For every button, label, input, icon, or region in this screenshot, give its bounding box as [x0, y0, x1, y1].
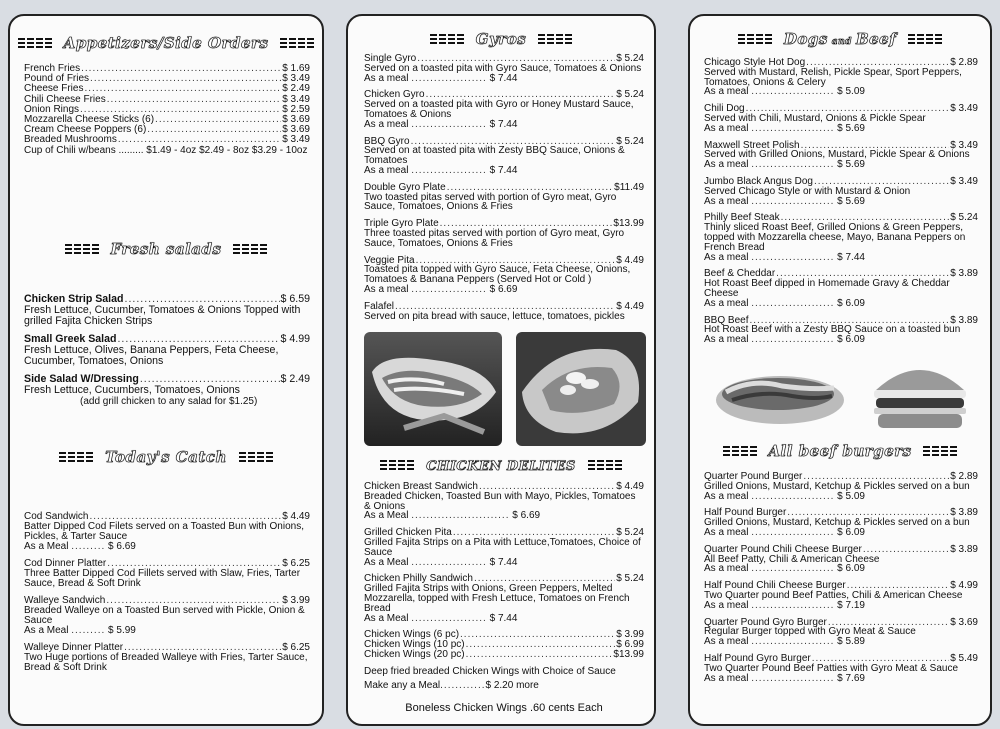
dogs-title-and: and	[831, 37, 852, 47]
list-item: Walleye Sandwich ..... $ 3.99 Breaded Walleye on a Toasted Bun served with Pickle, Onion & Sauce As a Meal ......... $ 5.99	[24, 596, 310, 636]
list-item: French Fries ..... $ 1.69	[24, 64, 310, 74]
list-item: Maxwell Street Polish ..... $ 3.49 Served with Grilled Onions, Mustard, Pickle Spear & Onions As a meal ...................... $ 5.69	[704, 141, 978, 170]
list-item: Chicken Strip Salad ..... $ 6.59 Fresh Lettuce, Cucumber, Tomatoes & Onions Topped with grilled Fajita Chicken Strips	[24, 294, 310, 327]
list-item: Falafel ..... $ 4.49 Served on pita bread with sauce, lettuce, tomatoes, pickles	[364, 302, 644, 322]
list-item: Chili Cheese Fries ..... $ 3.49	[24, 95, 310, 105]
header-bars-icon	[59, 452, 93, 464]
gyro-photo	[364, 332, 502, 446]
burgers-header	[690, 442, 990, 460]
list-item: Single Gyro ..... $ 5.24 Served on a toasted pita with Gyro Sauce, Tomatoes & Onions As a meal .................... $ 7.44	[364, 54, 644, 83]
header-bars-icon	[588, 460, 622, 472]
salads-header	[10, 240, 322, 258]
header-bars-icon	[923, 446, 957, 458]
list-item: BBQ Gyro ..... $ 5.24 Served on at toasted pita with Zesty BBQ Sauce, Onions & Tomatoes As a meal .................... $ 7.44	[364, 137, 644, 176]
list-item: Quarter Pound Gyro Burger ..... $ 3.69 Regular Burger topped with Gyro Meat & Sauce As a meal ...................... $ 5.89	[704, 618, 978, 647]
catch-list	[24, 512, 310, 680]
appetizers-title: Appetizers/Side Orders	[63, 34, 269, 52]
catch-title: Today's Catch	[105, 448, 227, 466]
hotdog-photo	[712, 360, 848, 432]
dogs-list	[704, 58, 978, 352]
appetizers-header	[10, 34, 322, 52]
wings-desc: Deep fried breaded Chicken Wings with Choice of Sauce	[364, 665, 616, 677]
dogs-title-a: Dogs	[783, 30, 828, 48]
list-item: Pound of Fries ..... $ 3.49	[24, 74, 310, 84]
list-item: Chicken Wings (20 pc) ..... $13.99	[364, 650, 644, 660]
make-meal: Make any a Meal............$ 2.20 more	[364, 679, 539, 691]
burgers-list	[704, 472, 978, 690]
list-item: Quarter Pound Burger ..... $ 2.89 Grilled Onions, Mustard, Ketchup & Pickles served on a bun As a meal ...................... $ 5.09	[704, 472, 978, 501]
list-item: Chicken Philly Sandwich ..... $ 5.24 Grilled Fajita Strips with Onions, Green Peppers, Melted Mozzarella, topped with Fresh Lettuce, Tomatoes on French Bread As a Meal .................... $ 7.44	[364, 574, 644, 623]
list-item: Walleye Dinner Platter ..... $ 6.25 Two Huge portions of Breaded Walleye with Fries, Tarter Sauce, Bread & Soft Drink	[24, 643, 310, 673]
chili-item: Cup of Chili w/beans ......... $1.49 - 4oz $2.49 - 8oz $3.29 - 10oz	[24, 144, 308, 156]
gyros-title: Gyros	[475, 30, 527, 48]
header-bars-icon	[380, 460, 414, 472]
salad-note: (add grill chicken to any salad for $1.25)	[80, 396, 258, 407]
header-bars-icon	[280, 38, 314, 50]
list-item: BBQ Beef ..... $ 3.89 Hot Roast Beef with a Zesty BBQ Sauce on a toasted bun As a meal ...................... $ 6.09	[704, 316, 978, 345]
list-item: Chicken Wings (10 pc) ..... $ 6.99	[364, 640, 644, 650]
boneless-note: Boneless Chicken Wings .60 cents Each	[405, 702, 603, 715]
list-item: Mozzarella Cheese Sticks (6) ..... $ 3.69	[24, 115, 310, 125]
salads-list	[24, 294, 310, 407]
list-item: Half Pound Gyro Burger ..... $ 5.49 Two Quarter Pound Beef Patties with Gyro Meat & Sauce As a meal ...................... $ 7.69	[704, 654, 978, 683]
header-bars-icon	[430, 34, 464, 46]
appetizers-list	[24, 64, 310, 156]
list-item: Double Gyro Plate ..... $11.49 Two toasted pitas served with portion of Gyro meat, Gyro Sauce, Tomatoes, Onions & Fries	[364, 183, 644, 212]
list-item: Quarter Pound Chili Cheese Burger ..... $ 3.89 All Beef Patty, Chili & American Cheese As a meal ...................... $ 6.09	[704, 545, 978, 574]
list-item: Side Salad W/Dressing ..... $ 2.49 Fresh Lettuce, Cucumbers, Tomatoes, Onions	[24, 374, 310, 396]
header-bars-icon	[738, 34, 772, 46]
list-item: Beef & Cheddar ..... $ 3.89 Hot Roast Beef dipped in Homemade Gravy & Cheddar Cheese As a meal ...................... $ 6.09	[704, 269, 978, 308]
pita-photo	[516, 332, 646, 446]
menu-panel-right	[688, 14, 992, 726]
list-item: Small Greek Salad ..... $ 4.99 Fresh Lettuce, Olives, Banana Peppers, Feta Cheese, Cucumber, Tomatoes, Onions	[24, 334, 310, 367]
list-item: Cod Dinner Platter ..... $ 6.25 Three Batter Dipped Cod Fillets served with Slaw, Fries, Tarter Sauce, Bread & Soft Drink	[24, 559, 310, 589]
list-item: Chicken Gyro ..... $ 5.24 Served on a toasted pita with Gyro or Honey Mustard Sauce, Tomatoes & Onions As a meal .................... $ 7.44	[364, 90, 644, 129]
list-item: Chicken Breast Sandwich ..... $ 4.49 Breaded Chicken, Toasted Bun with Mayo, Pickles, Tomatoes & Onions As a Meal .......................... $ 6.69	[364, 482, 644, 521]
header-bars-icon	[233, 244, 267, 256]
salads-title: Fresh salads	[110, 240, 222, 258]
list-item: Philly Beef Steak ..... $ 5.24 Thinly sliced Roast Beef, Grilled Onions & Green Peppers, topped with Mozzarella cheese, Mayo, Banana Peppers on French Bread As a meal ...................... $ 7.44	[704, 213, 978, 262]
list-item: Cream Cheese Poppers (6) ..... $ 3.69	[24, 125, 310, 135]
chicken-header	[348, 456, 654, 474]
list-item: Grilled Chicken Pita ..... $ 5.24 Grilled Fajita Strips on a Pita with Lettuce,Tomatoes, Choice of Sauce As a Meal .................... $ 7.44	[364, 528, 644, 567]
header-bars-icon	[723, 446, 757, 458]
list-item: Half Pound Burger ..... $ 3.89 Grilled Onions, Mustard, Ketchup & Pickles served on a bun As a meal ...................... $ 6.09	[704, 508, 978, 537]
chicken-list	[364, 482, 644, 714]
menu-panel-middle	[346, 14, 656, 726]
catch-header	[10, 448, 322, 466]
list-item: Cod Sandwich ..... $ 4.49 Batter Dipped Cod Filets served on a Toasted Bun with Onions, Pickles, & Tarter Sauce As a Meal ......... $ 6.69	[24, 512, 310, 552]
burger-photo	[870, 356, 970, 436]
gyros-list	[364, 54, 644, 328]
chicken-title: CHICKEN DELITES	[426, 459, 576, 474]
list-item: Chicken Wings (6 pc) ..... $ 3.99	[364, 630, 644, 640]
header-bars-icon	[65, 244, 99, 256]
dogs-header	[690, 30, 990, 48]
list-item: Chili Dog ..... $ 3.49 Served with Chili, Mustard, Onions & Pickle Spear As a meal ...................... $ 5.69	[704, 104, 978, 133]
list-item: Half Pound Chili Cheese Burger ..... $ 4.99 Two Quarter pound Beef Patties, Chili & American Cheese As a meal ...................... $ 7.19	[704, 581, 978, 610]
dogs-title-b: Beef	[855, 30, 897, 48]
header-bars-icon	[538, 34, 572, 46]
header-bars-icon	[239, 452, 273, 464]
header-bars-icon	[908, 34, 942, 46]
menu-panel-left	[8, 14, 324, 726]
list-item: Chicago Style Hot Dog ..... $ 2.89 Served with Mustard, Relish, Pickle Spear, Sport Peppers, Tomatoes, Onions & Celery As a meal ...................... $ 5.09	[704, 58, 978, 97]
list-item: Triple Gyro Plate ..... $13.99 Three toasted pitas served with portion of Gyro meat, Gyro Sauce, Tomatoes, Onions & Fries	[364, 219, 644, 248]
list-item: Jumbo Black Angus Dog ..... $ 3.49 Served Chicago Style or with Mustard & Onion As a meal ...................... $ 5.69	[704, 177, 978, 206]
header-bars-icon	[18, 38, 52, 50]
list-item: Veggie Pita ..... $ 4.49 Toasted pita topped with Gyro Sauce, Feta Cheese, Onions, Tomatoes & Banana Peppers (Served Hot or Cold ) As a meal .................... $ 6.69	[364, 256, 644, 295]
list-item: Breaded Mushrooms ..... $ 3.49	[24, 135, 310, 145]
wings-group	[364, 630, 644, 659]
burgers-title: All beef burgers	[768, 442, 912, 460]
list-item: Onion Rings ..... $ 2.59	[24, 105, 310, 115]
gyros-header	[348, 30, 654, 48]
list-item: Cheese Fries ..... $ 2.49	[24, 84, 310, 94]
